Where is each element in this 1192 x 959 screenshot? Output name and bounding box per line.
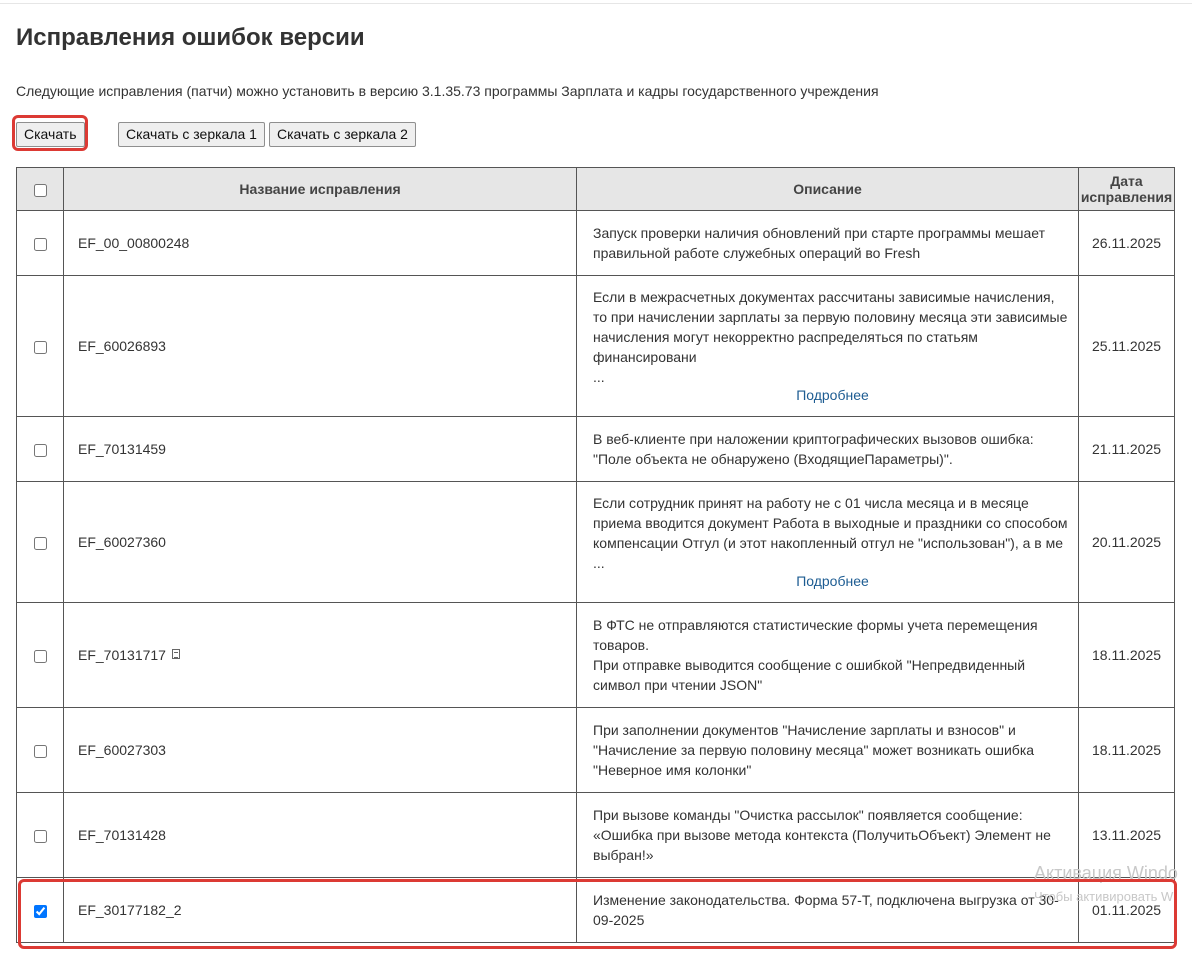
patch-description: Изменение законодательства. Форма 57-Т, подключена выгрузка от 30-09-2025 (577, 878, 1079, 943)
table-row (17, 482, 1175, 603)
row-select-cell (17, 708, 64, 793)
row-select-cell (17, 482, 64, 603)
table-row (17, 603, 1175, 708)
column-header-description[interactable]: Описание (577, 168, 1079, 211)
patch-name: EF_70131717 (78, 647, 166, 663)
patch-description: Если сотрудник принят на работу не с 01 числа месяца и в месяце приема вводится документ Работа в выходные и праздники со способом компенсации Отгул (и этот накопленный отгул не "использован"), а в ме (593, 495, 1068, 551)
patch-name: EF_60026893 (64, 276, 577, 417)
watermark-title: Активация Windo (1034, 863, 1178, 883)
page-title: Исправления ошибок версии (16, 24, 365, 51)
row-checkbox[interactable] (34, 830, 47, 843)
row-checkbox[interactable] (34, 745, 47, 758)
patch-description: При вызове команды "Очистка рассылок" появляется сообщение: «Ошибка при вызове метода контекста (ПолучитьОбъект) Элемент не выбран!» (577, 793, 1079, 878)
patch-description: Если в межрасчетных документах рассчитаны зависимые начисления, то при начислении зарплаты за первую половину месяца эти зависимые начисления могут некорректно распределяться по статьям финансировани (593, 289, 1068, 365)
patch-description-second: При отправке выводится сообщение с ошибкой "Непредвиденный символ при чтении JSON" (593, 657, 1026, 693)
patches-table (16, 167, 1175, 943)
table-row (17, 793, 1175, 878)
column-header-name[interactable]: Название исправления (64, 168, 577, 211)
table-row (17, 276, 1175, 417)
patch-name: EF_60027303 (64, 708, 577, 793)
row-select-cell (17, 878, 64, 943)
row-select-cell (17, 603, 64, 708)
patch-description: При заполнении документов "Начисление зарплаты и взносов" и "Начисление за первую половину месяца" может возникать ошибка "Неверное имя колонки" (577, 708, 1079, 793)
table-row (17, 211, 1175, 276)
row-checkbox[interactable] (34, 444, 47, 457)
download-mirror-1-button[interactable]: Скачать с зеркала 1 (118, 122, 265, 147)
row-checkbox[interactable] (34, 537, 47, 550)
row-checkbox[interactable] (34, 341, 47, 354)
patch-date: 26.11.2025 (1079, 211, 1175, 276)
row-checkbox[interactable] (34, 650, 47, 663)
select-all-header (17, 168, 64, 211)
patch-description: В ФТС не отправляются статистические формы учета перемещения товаров. (593, 617, 1038, 653)
table-row (17, 878, 1175, 943)
download-mirror-2-button[interactable]: Скачать с зеркала 2 (269, 122, 416, 147)
patch-date: 25.11.2025 (1079, 276, 1175, 417)
select-all-checkbox[interactable] (34, 184, 47, 197)
watermark-subtitle: Чтобы активировать W (1034, 889, 1174, 904)
download-highlight-frame (12, 115, 88, 151)
column-header-date-line1: Дата (1110, 173, 1143, 189)
download-button[interactable]: Скачать (16, 122, 85, 147)
intro-text: Следующие исправления (патчи) можно установить в версию 3.1.35.73 программы Зарплата и кадры государственного учреждения (16, 83, 879, 99)
table-row (17, 417, 1175, 482)
patch-name: EF_70131428 (64, 793, 577, 878)
column-header-date-line2: исправления (1080, 189, 1173, 205)
patch-date: 01.11.2025 (1079, 878, 1175, 943)
row-select-cell (17, 793, 64, 878)
document-icon[interactable] (172, 649, 180, 659)
description-ellipsis: ... (593, 555, 605, 571)
patch-description: В веб-клиенте при наложении криптографических вызовов ошибка: "Поле объекта не обнаружено (ВходящиеПараметры)". (577, 417, 1079, 482)
description-ellipsis: ... (593, 369, 605, 385)
row-select-cell (17, 276, 64, 417)
patch-name: EF_30177182_2 (64, 878, 577, 943)
patch-name: EF_60027360 (64, 482, 577, 603)
patch-description-cell (577, 603, 1079, 708)
patch-description: Запуск проверки наличия обновлений при старте программы мешает правильной работе служебных операций во Fresh (577, 211, 1079, 276)
patch-date: 18.11.2025 (1079, 708, 1175, 793)
patch-date: 21.11.2025 (1079, 417, 1175, 482)
row-checkbox[interactable] (34, 905, 47, 918)
patch-date: 18.11.2025 (1079, 603, 1175, 708)
more-link[interactable]: Подробнее (796, 573, 869, 589)
table-row (17, 708, 1175, 793)
row-select-cell (17, 211, 64, 276)
top-divider (0, 3, 1192, 4)
patch-date: 13.11.2025 (1079, 793, 1175, 878)
patch-date: 20.11.2025 (1079, 482, 1175, 603)
patch-name: EF_00_00800248 (64, 211, 577, 276)
patch-description-cell (577, 276, 1079, 417)
patch-name: EF_70131459 (64, 417, 577, 482)
column-header-date[interactable] (1079, 168, 1175, 211)
windows-activation-watermark (1034, 862, 1178, 908)
patch-description-cell (577, 482, 1079, 603)
table-header-row (17, 168, 1175, 211)
row-checkbox[interactable] (34, 238, 47, 251)
row-select-cell (17, 417, 64, 482)
more-link[interactable]: Подробнее (796, 387, 869, 403)
patch-name-cell (64, 603, 577, 708)
